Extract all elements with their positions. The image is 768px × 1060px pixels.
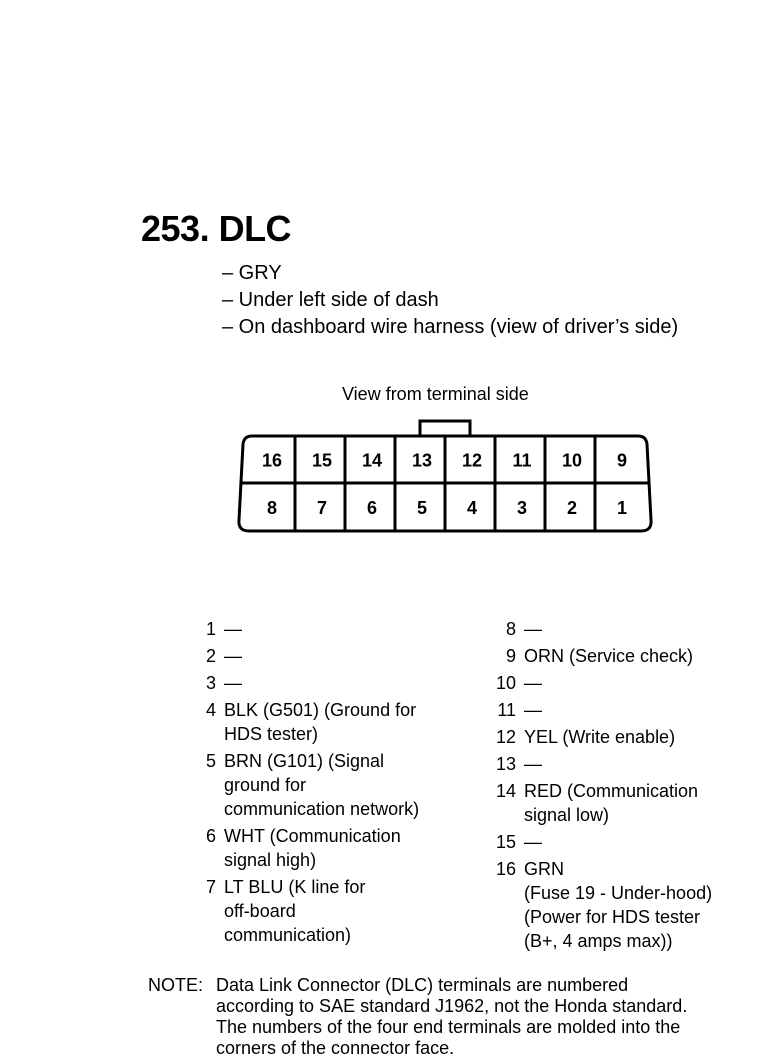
- pin-entry-15: [492, 830, 712, 854]
- pin-number: 11: [497, 700, 516, 720]
- pin-number-16: 16: [261, 450, 283, 471]
- note-line: Data Link Connector (DLC) terminals are numbered: [216, 975, 629, 995]
- pin-description: signal low): [524, 805, 610, 825]
- pin-description: YEL (Write enable): [524, 727, 676, 747]
- pin-number: 13: [495, 754, 516, 774]
- pin-description: —: [524, 700, 542, 720]
- pin-number-2: 2: [566, 498, 578, 518]
- pin-description: off-board: [224, 901, 296, 921]
- pin-entry-1: [202, 617, 419, 641]
- pin-number-4: 4: [466, 498, 478, 518]
- pin-list-right: [492, 617, 712, 956]
- pin-description: (B+, 4 amps max)): [524, 931, 673, 951]
- connector-description: [222, 260, 678, 341]
- pin-description: —: [224, 646, 242, 666]
- pin-entry-10: [492, 671, 712, 695]
- pin-number: 6: [205, 826, 216, 846]
- pin-number-3: 3: [516, 498, 528, 518]
- note: [148, 975, 768, 1059]
- pin-entry-13: [492, 752, 712, 776]
- pin-number: 16: [495, 859, 516, 879]
- pin-entry-9: [492, 644, 712, 668]
- pin-list-left: [202, 617, 419, 950]
- pin-entry-8: [492, 617, 712, 641]
- pin-description: ORN (Service check): [524, 646, 694, 666]
- pin-entry-14: [492, 779, 712, 827]
- pin-description: ground for: [224, 775, 307, 795]
- pin-number-6: 6: [366, 498, 378, 518]
- pin-description: HDS tester): [224, 724, 319, 744]
- pin-entry-11: [492, 698, 712, 722]
- note-line: The numbers of the four end terminals are molded into the: [216, 1017, 681, 1037]
- pin-number: 2: [205, 646, 216, 666]
- pin-number: 14: [495, 781, 516, 801]
- description-location: – Under left side of dash: [222, 289, 439, 311]
- pin-number-13: 13: [411, 450, 433, 471]
- pin-description: BLK (G501) (Ground for: [224, 700, 417, 720]
- pin-number-9: 9: [616, 450, 628, 471]
- pin-number: 9: [505, 646, 516, 666]
- pin-description: LT BLU (K line for: [224, 877, 366, 897]
- pin-number: 15: [495, 832, 516, 852]
- connector-diagram: [230, 415, 660, 539]
- description-harness: – On dashboard wire harness (view of driver’s side): [222, 316, 679, 338]
- pin-number: 3: [205, 673, 216, 693]
- pin-entry-6: [202, 824, 419, 872]
- pin-description: —: [524, 673, 542, 693]
- pin-description: (Power for HDS tester: [524, 907, 701, 927]
- pin-description: GRN: [524, 859, 564, 879]
- pin-description: signal high): [224, 850, 317, 870]
- note-line: according to SAE standard J1962, not the Honda standard.: [216, 996, 688, 1016]
- pin-description: —: [524, 832, 542, 852]
- pin-number: 10: [495, 673, 516, 693]
- pin-description: WHT (Communication: [224, 826, 401, 846]
- pin-entry-4: [202, 698, 419, 746]
- pin-number-15: 15: [311, 450, 333, 471]
- pin-description: BRN (G101) (Signal: [224, 751, 385, 771]
- pin-number: 12: [495, 727, 516, 747]
- pin-entry-2: [202, 644, 419, 668]
- pin-entry-7: [202, 875, 419, 947]
- pin-number-11: 11: [512, 450, 532, 471]
- description-color: – GRY: [222, 262, 282, 284]
- connector-key-tab: [420, 421, 470, 436]
- pin-description: —: [524, 754, 542, 774]
- pin-number: 7: [205, 877, 216, 897]
- pin-description: —: [524, 619, 542, 639]
- pin-entry-3: [202, 671, 419, 695]
- pin-description: communication network): [224, 799, 420, 819]
- pin-description: —: [224, 619, 242, 639]
- note-label: NOTE:: [148, 975, 204, 995]
- pin-number: 5: [205, 751, 216, 771]
- pin-number: 1: [205, 619, 216, 639]
- pin-number-10: 10: [561, 450, 583, 471]
- pin-number-14: 14: [361, 450, 383, 471]
- pin-number-5: 5: [416, 498, 428, 518]
- pin-number-1: 1: [616, 498, 628, 518]
- pin-description: communication): [224, 925, 352, 945]
- pin-entry-5: [202, 749, 419, 821]
- view-label: View from terminal side: [342, 384, 529, 404]
- page-title: 253. DLC: [141, 208, 292, 249]
- pin-entry-12: [492, 725, 712, 749]
- pin-number-7: 7: [316, 498, 328, 518]
- pin-description: —: [224, 673, 242, 693]
- pin-number-12: 12: [461, 450, 483, 471]
- pin-description: RED (Communication: [524, 781, 699, 801]
- pin-description: (Fuse 19 - Under-hood): [524, 883, 713, 903]
- pin-entry-16: [492, 857, 712, 953]
- note-line: corners of the connector face.: [216, 1038, 455, 1058]
- pin-number: 4: [205, 700, 216, 720]
- pin-number-8: 8: [266, 498, 278, 518]
- note-text: [216, 975, 768, 1059]
- pin-number: 8: [505, 619, 516, 639]
